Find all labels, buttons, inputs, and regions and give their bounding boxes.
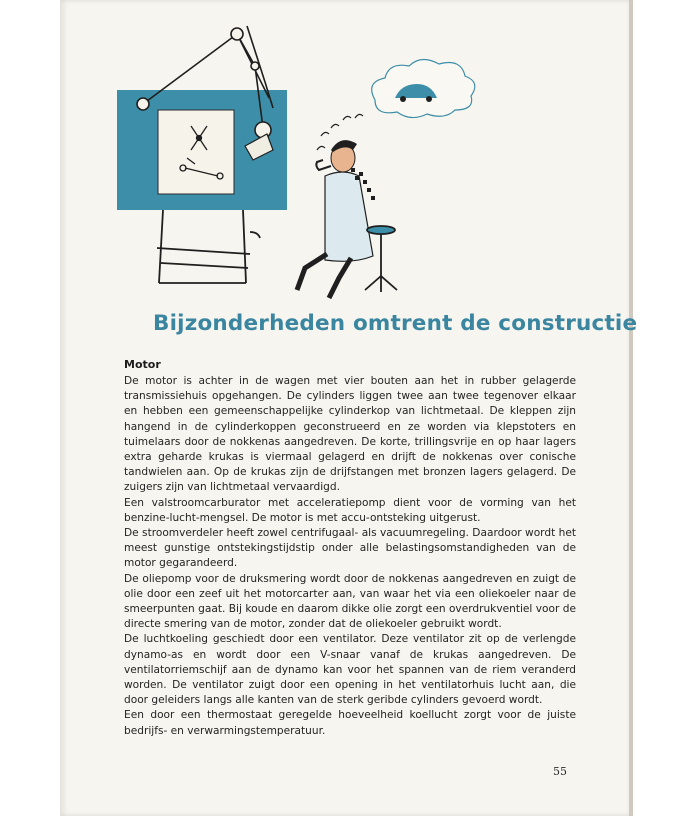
page-edge-right — [629, 0, 633, 816]
paragraph-oil-pump: De oliepomp voor de druksmering wordt door de nokkenas aangedreven en zuigt de olie door een zeef uit het motorcarter aan, van waar het via een oliekoeler naar de smeerpunten gaat. Bij koude en daarom dikke olie zorgt een overdrukventiel voor de directe smering van de motor, zonder dat de oliekoeler gebruikt wordt. — [124, 572, 576, 631]
engineer-figure — [297, 114, 397, 298]
drafting-stand — [157, 210, 260, 283]
page-title: Bijzonderheden omtrent de constructie — [153, 311, 638, 336]
section-heading-motor: Motor — [124, 358, 161, 371]
paragraph-air-cooling: De luchtkoeling geschiedt door een ventilator. Deze ventilator zit op de verlengde dynamo-as en wordt door een V-snaar vanaf de krukas aangedreven. De ventilatorriemschijf aan de dynamo kan voor het spannen van de riem veranderd worden. De ventilator zuigt door een opening in het ventilatorhuis lucht aan, die door geleiders langs alle kanten van de sterk geribde cylinders gevoerd wordt. — [124, 633, 576, 707]
page-number: 55 — [553, 765, 567, 778]
paragraph-engine-mount: De motor is achter in de wagen met vier bouten aan het in rubber gelagerde transmissiehuis opgehangen. De cylinders liggen twee aan twee tegenover elkaar en hebben een gemeenschappelijke cylinderkop van lichtmetaal. De kleppen zijn hangend in de cylinderkoppen geconstrueerd en ze worden via klepstoters en tuimelaars door de nokkenas aangedreven. De korte, trillingsvrije en op haar lagers extra geharde krukas is viermaal gelagerd en drijft de nokkenas over conische tandwielen aan. Op de krukas zijn de drijfstangen met bronzen lagers gelagerd. De zuigers zijn van lichtmetaal vervaardigd. — [124, 375, 576, 494]
paragraph-thermostat: Een door een thermostaat geregelde hoeveelheid koellucht zorgt voor de juiste bedrijfs- en verwarmingstemperatuur. — [124, 709, 576, 737]
body-text — [124, 374, 576, 739]
thought-cloud — [372, 59, 475, 117]
engineer-illustration — [95, 18, 515, 303]
paper-sheet — [158, 110, 234, 194]
paragraph-distributor: De stroomverdeler heeft zowel centrifugaal- als vacuumregeling. Daardoor wordt het meest gunstige ontstekingstijdstip onder alle belastingsomstandigheden van de motor gegarandeerd. — [124, 527, 576, 570]
paragraph-carburetor: Een valstroomcarburator met acceleratiepomp dient voor de vorming van het benzine-lucht-mengsel. De motor is met accu-ontsteking uitgerust. — [124, 496, 576, 524]
